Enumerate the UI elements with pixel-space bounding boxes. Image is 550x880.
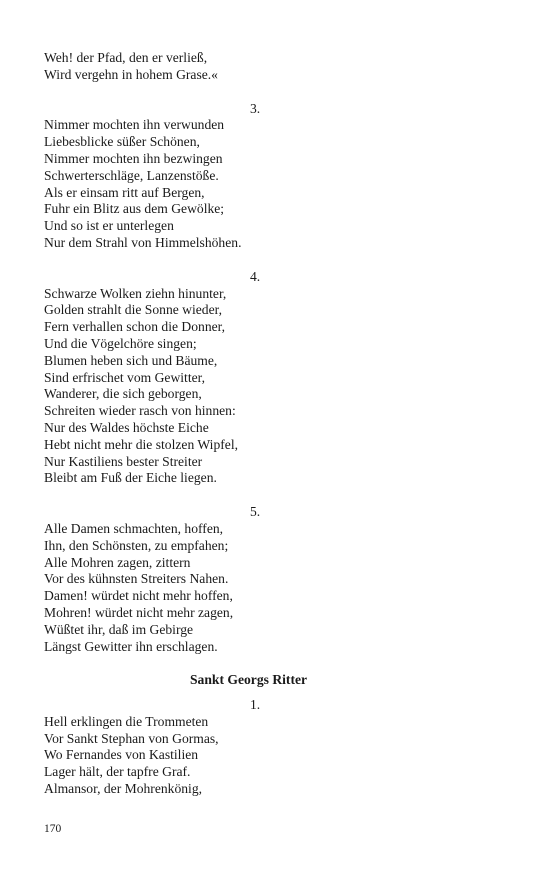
poem-title: Sankt Georgs Ritter xyxy=(190,672,308,688)
verse-line: Wanderer, die sich geborgen, xyxy=(44,386,202,402)
stanza-number: 4. xyxy=(250,268,261,284)
stanza-number: 1. xyxy=(250,697,261,713)
verse-line: Weh! der Pfad, den er verließ, xyxy=(44,50,208,65)
stanza-number: 3. xyxy=(250,100,261,116)
verse-line: Nur dem Strahl von Himmelshöhen. xyxy=(44,234,242,250)
stanza-4 xyxy=(44,269,504,487)
verse-line: Schreiten wieder rasch von hinnen: xyxy=(44,403,236,419)
verse-line: Alle Damen schmachten, hoffen, xyxy=(44,520,224,536)
page-number: 170 xyxy=(44,823,62,835)
verse-line: Liebesblicke süßer Schönen, xyxy=(44,134,200,150)
verse-line: Nur des Waldes höchste Eiche xyxy=(44,419,209,435)
verse-line: Sind erfrischet vom Gewitter, xyxy=(44,369,206,385)
verse-line: Wüßtet ihr, daß im Gebirge xyxy=(44,621,194,637)
verse-line: Hebt nicht mehr die stolzen Wipfel, xyxy=(44,436,238,452)
verse-line: Nimmer mochten ihn bezwingen xyxy=(44,150,223,166)
verse-line: Ihn, den Schönsten, zu empfahen; xyxy=(44,537,229,553)
verse-line: Blumen heben sich und Bäume, xyxy=(44,352,218,368)
stanza-3 xyxy=(44,101,504,252)
verse-line: Schwerterschläge, Lanzenstöße. xyxy=(44,167,219,183)
page-text xyxy=(44,50,504,798)
verse-line: Nur Kastiliens bester Streiter xyxy=(44,453,203,469)
verse-line: Fuhr ein Blitz aus dem Gewölke; xyxy=(44,201,225,217)
verse-line: Wird vergehn in hohem Grase.« xyxy=(44,66,218,82)
verse-line: Mohren! würdet nicht mehr zagen, xyxy=(44,604,234,620)
verse-line: Golden strahlt die Sonne wieder, xyxy=(44,302,223,318)
stanza-number: 5. xyxy=(250,504,261,520)
verse-line: Und so ist er unterlegen xyxy=(44,218,174,234)
verse-line: Lager hält, der tapfre Graf. xyxy=(44,764,191,780)
verse-line: Nimmer mochten ihn verwunden xyxy=(44,117,225,133)
verse-line: Vor Sankt Stephan von Gormas, xyxy=(44,730,219,746)
verse-line: Vor des kühnsten Streiters Nahen. xyxy=(44,571,229,587)
poem2-stanza-1 xyxy=(44,697,504,798)
verse-line: Schwarze Wolken ziehn hinunter, xyxy=(44,285,227,301)
verse-line: Fern verhallen schon die Donner, xyxy=(44,319,226,335)
stanza-fragment xyxy=(44,50,504,84)
verse-line: Hell erklingen die Trommeten xyxy=(44,713,209,729)
verse-line: Bleibt am Fuß der Eiche liegen. xyxy=(44,470,217,486)
verse-line: Alle Mohren zagen, zittern xyxy=(44,554,191,570)
verse-line: Und die Vögelchöre singen; xyxy=(44,335,197,351)
verse-line: Almansor, der Mohrenkönig, xyxy=(44,781,203,797)
verse-line: Längst Gewitter ihn erschlagen. xyxy=(44,638,218,654)
verse-line: Damen! würdet nicht mehr hoffen, xyxy=(44,588,233,604)
verse-line: Wo Fernandes von Kastilien xyxy=(44,747,199,763)
verse-line: Als er einsam ritt auf Bergen, xyxy=(44,184,205,200)
stanza-5 xyxy=(44,504,504,655)
